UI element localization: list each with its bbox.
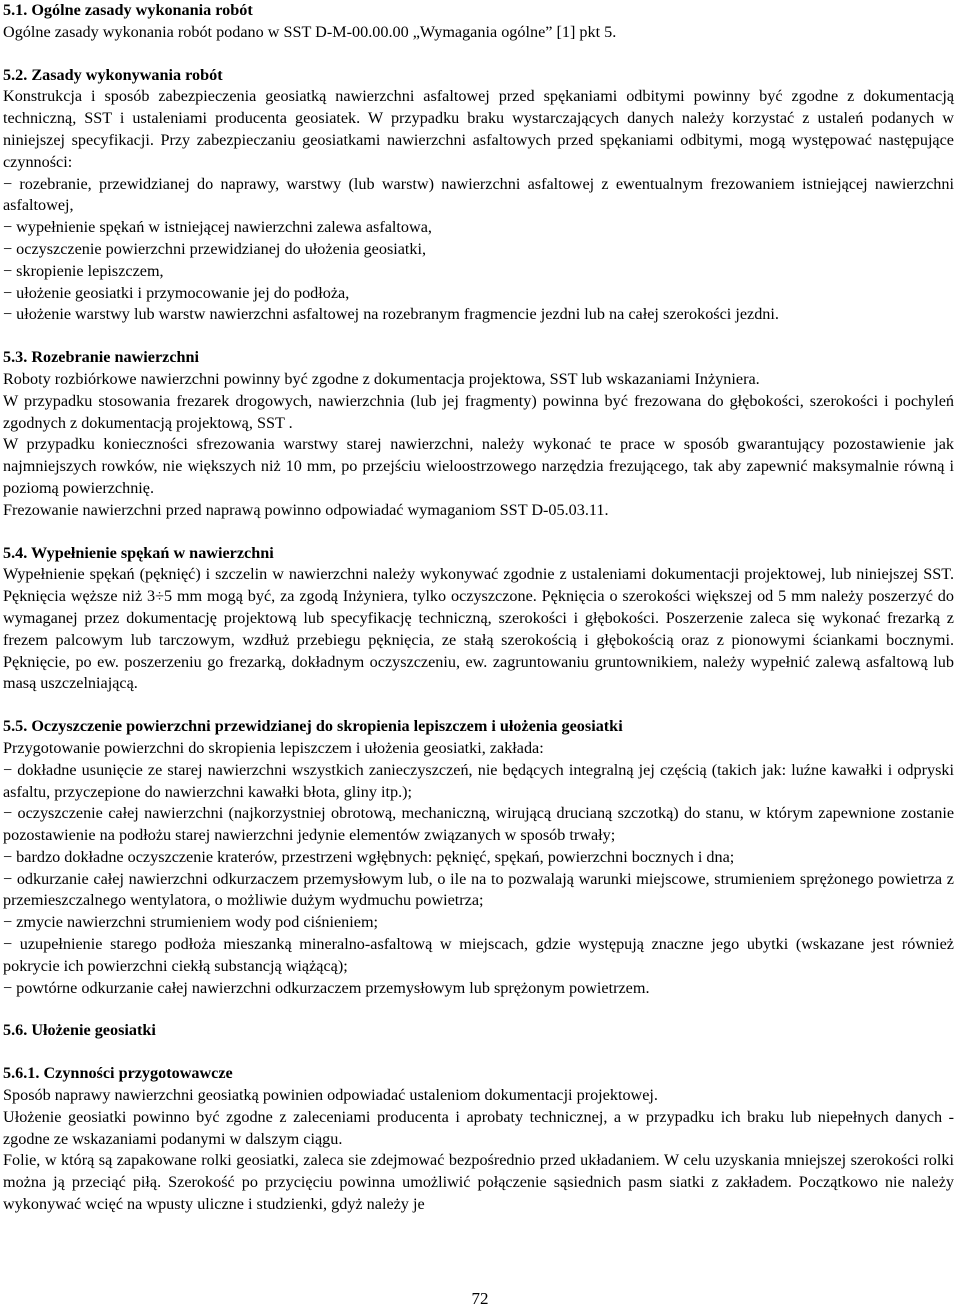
list-item: − wypełnienie spękań w istniejącej nawierzchni zalewa asfaltowa, (3, 218, 432, 237)
paragraph: Roboty rozbiórkowe nawierzchni powinny być zgodne z dokumentacja projektowa, SST lub wskazaniami Inżyniera. (3, 369, 760, 388)
section-heading: 5.6.1. Czynności przygotowawcze (3, 1064, 233, 1083)
section-5-1 (3, 0, 954, 44)
list-item: − skropienie lepiszczem, (3, 261, 164, 280)
paragraph: Sposób naprawy nawierzchni geosiatką powinien odpowiadać ustaleniom dokumentacji projektowej. (3, 1086, 658, 1105)
list-item: − oczyszczenie całej nawierzchni (najkorzystniej obrotową, mechaniczną, wirującą drucianą szczotką) do stanu, w którym zapewnione zostanie pozostawienie na podłożu starej nawierzchni jedynie elementów związanych w sposób trwały; (3, 804, 954, 845)
section-heading: 5.6. Ułożenie geosiatki (3, 1021, 156, 1040)
list-item: − odkurzanie całej nawierzchni odkurzaczem przemysłowym lub, o ile na to pozwalają warunki miejscowe, strumieniem sprężonego powietrza z przemieszczalnego wentylatora, o możliwie dużym wydmuchu powietrza; (3, 869, 954, 910)
list-item: − ułożenie warstwy lub warstw nawierzchni asfaltowej na rozebranym fragmencie jezdni lub na całej szerokości jezdni. (3, 305, 779, 324)
page-number: 72 (471, 1289, 489, 1308)
paragraph: Frezowanie nawierzchni przed naprawą powinno odpowiadać wymaganiom SST D-05.03.11. (3, 500, 609, 519)
paragraph: Przygotowanie powierzchni do skropienia lepiszczem i ułożenia geosiatki, zakłada: (3, 738, 544, 757)
section-5-6-1 (3, 1063, 954, 1216)
list-item: − powtórne odkurzanie całej nawierzchni odkurzaczem przemysłowym lub sprężonym powietrzem. (3, 978, 650, 997)
section-5-2 (3, 65, 954, 327)
section-5-5 (3, 716, 954, 999)
list-item: − oczyszczenie powierzchni przewidzianej do ułożenia geosiatki, (3, 239, 427, 258)
list-item: − bardzo dokładne oczyszczenie kraterów, przestrzeni wgłębnych: pęknięć, spękań, powierzchni bocznych i dna; (3, 847, 735, 866)
section-heading: 5.2. Zasady wykonywania robót (3, 65, 223, 84)
paragraph: Ogólne zasady wykonania robót podano w SST D-M-00.00.00 „Wymagania ogólne” [1] pkt 5. (3, 22, 617, 41)
list-item: − ułożenie geosiatki i przymocowanie jej do podłoża, (3, 283, 350, 302)
paragraph: Folie, w którą są zapakowane rolki geosiatki, zaleca sie zdejmować bezpośrednio przed układaniem. W celu uzyskania mniejszej szerokości rolki można ją przeciąć piłą. Szerokość po przycięciu powinna umożliwić połączenie sąsiednich pasm siatki z zakładem. Początkowo nie należy wykonywać wcięć na wpusty uliczne i studzienki, gdyż należy je (3, 1151, 954, 1214)
section-5-6 (3, 1020, 954, 1042)
paragraph: W przypadku stosowania frezarek drogowych, nawierzchnia (lub jej fragmenty) powinna być frezowana do głębokości, szerokości i pochyleń zgodnych z dokumentacją projektową, SST . (3, 391, 954, 432)
section-heading: 5.1. Ogólne zasady wykonania robót (3, 1, 253, 19)
section-heading: 5.5. Oczyszczenie powierzchni przewidzianej do skropienia lepiszczem i ułożenia geosiatki (3, 717, 623, 736)
paragraph: W przypadku konieczności sfrezowania warstwy starej nawierzchni, należy wykonać te prace w sposób gwarantujący pozostawienie jak najmniejszych rowków, nie większych niż 10 mm, po przejściu wieloostrzowego narzędzia frezującego, tak aby zapewnić maksymalnie równą i poziomą powierzchnię. (3, 435, 954, 497)
paragraph: Konstrukcja i sposób zabezpieczenia geosiatką nawierzchni asfaltowej przed spękaniami odbitymi powinny być zgodne z dokumentacją techniczną, SST i ustaleniami producenta geosiatek. W przypadku braku wystarczających danych należy korzystać z ustaleń podanych w niniejszej specyfikacji. Przy zabezpieczaniu geosiatkami nawierzchni asfaltowych przed spękaniami odbitymi, mogą występować następujące czynności: (3, 87, 954, 171)
list-item: − uzupełnienie starego podłoża mieszanką mineralno-asfaltową w miejscach, gdzie występują znaczne jego ubytki (wskazane jest również pokrycie ich powierzchni ciekłą substancją wiążącą); (3, 935, 954, 975)
paragraph: Ułożenie geosiatki powinno być zgodne z zaleceniami producenta i aprobaty technicznej, a w przypadku ich braku lub niepełnych danych - zgodne ze wskazaniami podanymi w dalszym ciągu. (3, 1107, 954, 1148)
section-heading: 5.4. Wypełnienie spękań w nawierzchni (3, 543, 274, 562)
list-item: − dokładne usunięcie ze starej nawierzchni wszystkich zanieczyszczeń, nie będących integralną jej częścią (takich jak: luźne kawałki i odpryski asfaltu, przyczepione do nawierzchni kawałki błota, gliny itp.); (3, 760, 954, 801)
paragraph: Wypełnienie spękań (pęknięć) i szczelin w nawierzchni należy wykonywać zgodnie z ustaleniami dokumentacji projektowej, lub niniejszej SST. Pęknięcia węższe niż 3÷5 mm mogą być, za zgodą Inżyniera, tylko oczyszczone. Pęknięcia o szerokości większej od 5 mm należy poszerzyć do wymaganej przez dokumentację projektową lub specyfikację techniczną, szerokości i głębokości. Poszerzenie zaleca się wykonać frezarką z frezem palcowym lub tarczowym, wzdłuż przebiegu pęknięcia, ze stałą szerokością i głębokością oraz z pionowymi ściankami bocznymi. Pęknięcie, po ew. poszerzeniu go frezarką, dokładnym oczyszczeniu, ew. zagruntowaniu gruntownikiem, należy wypełnić zalewą asfaltową lub masą uszczelniającą. (3, 565, 954, 693)
section-5-3 (3, 347, 954, 521)
list-item: − rozebranie, przewidzianej do naprawy, warstwy (lub warstw) nawierzchni asfaltowej z ewentualnym frezowaniem istniejącej nawierzchni asfaltowej, (3, 174, 954, 215)
section-heading: 5.3. Rozebranie nawierzchni (3, 348, 200, 367)
section-5-4 (3, 543, 954, 696)
list-item: − zmycie nawierzchni strumieniem wody pod ciśnieniem; (3, 913, 379, 932)
